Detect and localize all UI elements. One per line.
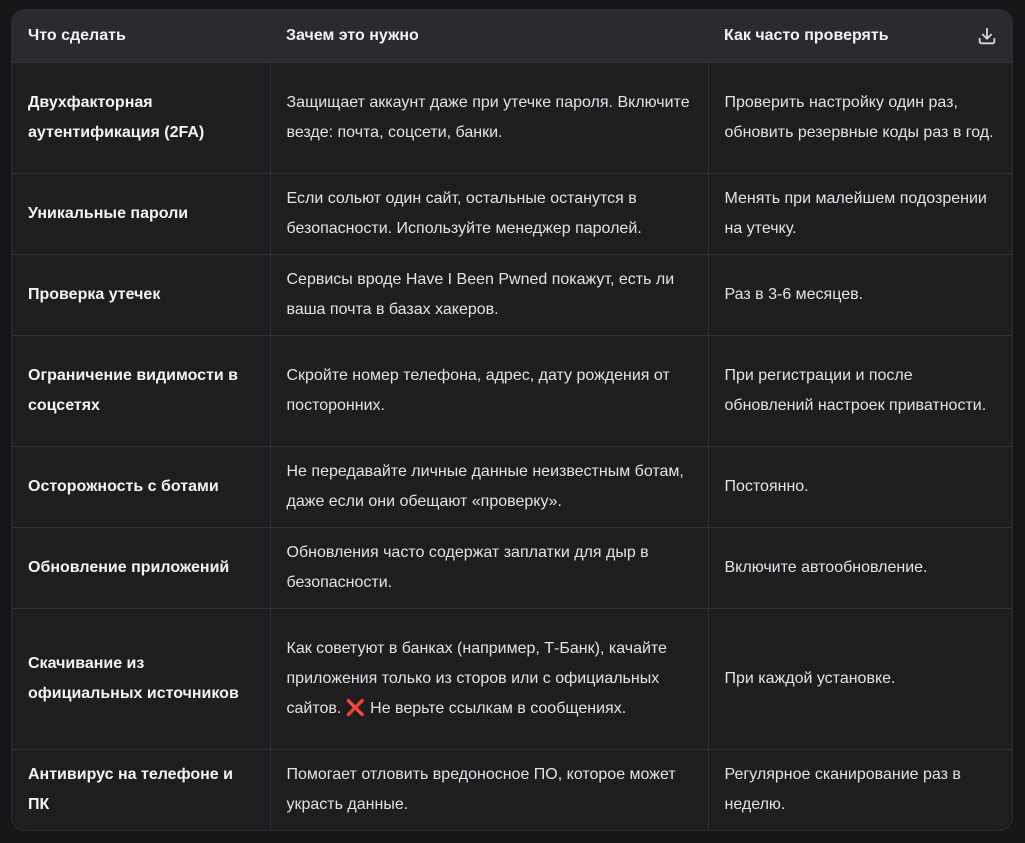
download-icon[interactable]	[976, 25, 998, 47]
cell-how-often: При каждой установке.	[708, 609, 1012, 750]
table-row	[12, 528, 1012, 609]
header-why: Зачем это нужно	[270, 10, 708, 63]
cell-why: Защищает аккаунт даже при утечке пароля. Включите везде: почта, соцсети, банки.	[270, 63, 708, 174]
table-row	[12, 609, 1012, 750]
header-how-often-label: Как часто проверять	[724, 27, 889, 44]
cell-why-text: Как советуют в банках (например, Т-Банк), качайте приложения только из сторов или с официальных сайтов.	[286, 640, 667, 717]
cell-how-often: Проверить настройку один раз, обновить резервные коды раз в год.	[708, 63, 1012, 174]
cell-how-often: Менять при малейшем подозрении на утечку.	[708, 174, 1012, 255]
cell-why	[270, 609, 708, 750]
cell-how-often: Постоянно.	[708, 447, 1012, 528]
cell-what: Осторожность с ботами	[12, 447, 270, 528]
cell-how-often: Регулярное сканирование раз в неделю.	[708, 750, 1012, 831]
table-header-row	[12, 10, 1012, 63]
cell-what: Ограничение видимости в соцсетях	[12, 336, 270, 447]
cell-why: Помогает отловить вредоносное ПО, которое может украсть данные.	[270, 750, 708, 831]
cell-what: Проверка утечек	[12, 255, 270, 336]
table-row	[12, 63, 1012, 174]
cell-how-often: Включите автообновление.	[708, 528, 1012, 609]
cell-what: Скачивание из официальных источников	[12, 609, 270, 750]
cell-what: Двухфакторная аутентификация (2FA)	[12, 63, 270, 174]
cell-what: Уникальные пароли	[12, 174, 270, 255]
table-row	[12, 336, 1012, 447]
cell-how-often: При регистрации и после обновлений настроек приватности.	[708, 336, 1012, 447]
cell-why: Обновления часто содержат заплатки для дыр в безопасности.	[270, 528, 708, 609]
cell-why: Если сольют один сайт, остальные останутся в безопасности. Используйте менеджер паролей.	[270, 174, 708, 255]
security-checklist-table	[12, 10, 1012, 831]
table-row	[12, 750, 1012, 831]
cell-why: Не передавайте личные данные неизвестным ботам, даже если они обещают «проверку».	[270, 447, 708, 528]
header-what: Что сделать	[12, 10, 270, 63]
cell-why: Скройте номер телефона, адрес, дату рождения от посторонних.	[270, 336, 708, 447]
cell-what: Антивирус на телефоне и ПК	[12, 750, 270, 831]
table-row	[12, 447, 1012, 528]
cross-mark-icon: ❌	[345, 700, 366, 717]
cell-why: Сервисы вроде Have I Been Pwned покажут, есть ли ваша почта в базах хакеров.	[270, 255, 708, 336]
header-how-often	[708, 10, 1012, 63]
cell-why-warning: Не верьте ссылкам в сообщениях.	[370, 700, 627, 717]
cell-how-often: Раз в 3-6 месяцев.	[708, 255, 1012, 336]
cell-what: Обновление приложений	[12, 528, 270, 609]
table-row	[12, 255, 1012, 336]
table-row	[12, 174, 1012, 255]
security-table-card	[11, 9, 1013, 831]
